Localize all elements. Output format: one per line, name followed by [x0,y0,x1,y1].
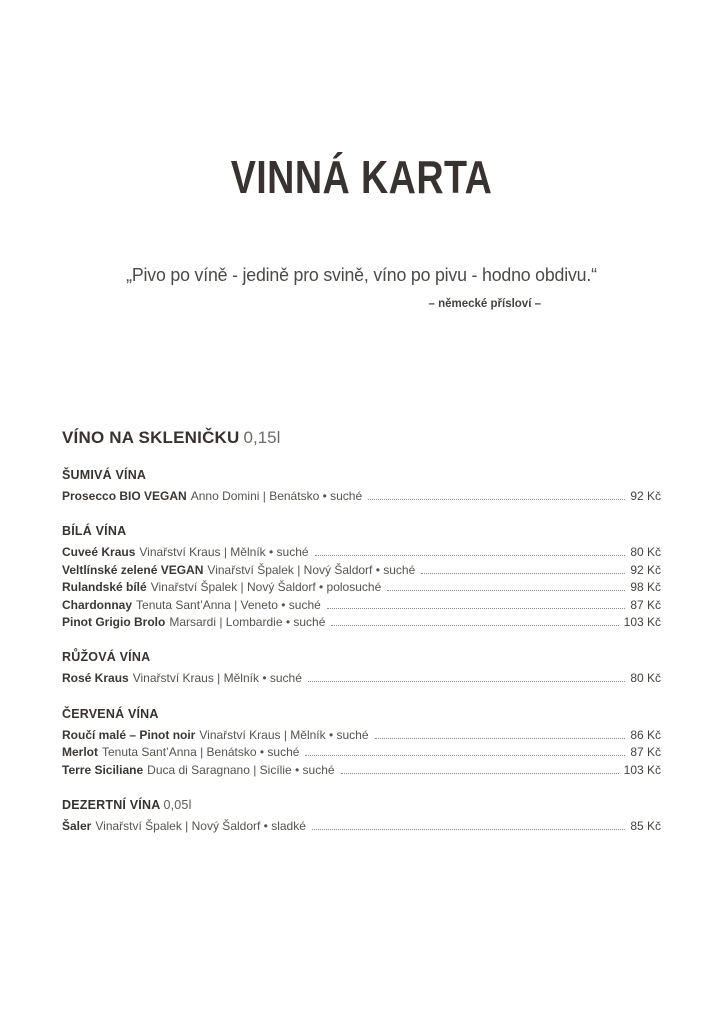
wine-item-row [62,488,661,505]
wine-item-price: 103 Kč [623,615,661,630]
wine-item-price: 85 Kč [630,819,661,834]
menu-heading-label: VÍNO NA SKLENIČKU [62,428,240,447]
wine-section-title-label: BÍLÁ VÍNA [62,524,127,539]
wine-section-title [62,524,661,538]
wine-item-name: Prosecco BIO VEGAN [62,489,187,503]
dots-leader [375,738,626,739]
wine-item-row [62,544,661,561]
wine-item-details: Vinařství Špalek | Nový Šaldorf • polosuché [150,580,382,595]
wine-item-details: Duca di Saragnano | Sicílie • suché [147,762,335,777]
dots-leader [421,573,625,574]
wine-item-details: Vinařství Kraus | Mělník • suché [139,545,309,560]
wine-item-price: 92 Kč [630,562,661,577]
dots-leader [387,590,625,591]
wine-item-row [62,579,661,596]
wine-item-name: Terre Siciliane [62,762,144,777]
wine-item-price: 87 Kč [630,597,661,612]
wine-section-title [62,798,661,812]
page-title: VINNÁ KARTA [230,151,493,203]
wine-section-title-label: ČERVENÁ VÍNA [62,706,159,721]
dots-leader [341,773,619,774]
wine-item-details: Vinařství Kraus | Mělník • suché [132,671,302,686]
wine-section [62,707,661,779]
wine-item-details: Anno Domini | Benátsko • suché [190,489,363,503]
wine-section-title [62,650,661,664]
wine-menu-sections [62,468,661,835]
wine-item-row [62,670,661,687]
wine-item-price: 103 Kč [623,762,661,777]
wine-item-price: 86 Kč [630,727,661,742]
wine-item-name: Rulandské bílé [62,580,147,595]
dots-leader [327,608,626,609]
wine-item-details: Marsardi | Lombardie • suché [169,615,326,630]
wine-item-name: Chardonnay [62,597,133,612]
menu-heading-volume: 0,15l [243,428,281,447]
wine-item-name: Merlot [62,745,98,760]
wine-item-name: Roučí malé – Pinot noir [62,727,196,742]
wine-item-details: Vinařství Kraus | Mělník • suché [199,727,369,742]
wine-item-row [62,562,661,579]
wine-item-name: Pinot Grigio Brolo [62,615,166,630]
wine-item-name: Cuveé Kraus [62,545,136,560]
wine-section [62,650,661,687]
wine-section [62,798,661,835]
dots-leader [308,681,625,682]
wine-item-price: 92 Kč [630,489,661,503]
dots-leader [305,755,625,756]
wine-section-title [62,707,661,721]
dots-leader [312,829,625,830]
dots-leader [331,625,618,626]
wine-section-title [62,468,661,482]
dots-leader [315,555,626,556]
wine-item-row [62,597,661,614]
wine-item-details: Tenuta Sant’Anna | Veneto • suché [136,597,321,612]
quote-text: „Pivo po víně - jedině pro svině, víno po pivu - hodno obdivu.“ [126,264,597,285]
wine-section-volume: 0,05l [163,798,192,813]
wine-section [62,524,661,631]
wine-item-details: Vinařství Špalek | Nový Šaldorf • suché [207,562,416,577]
wine-section [62,468,661,505]
wine-section-title-label: ŠUMIVÁ VÍNA [62,468,147,482]
wine-item-details: Vinařství Špalek | Nový Šaldorf • sladké [95,819,306,834]
wine-section-title-label: RŮŽOVÁ VÍNA [62,650,151,665]
quote-attribution: – německé přísloví – [428,298,541,310]
wine-item-price: 98 Kč [630,580,661,595]
wine-item-name: Veltlínské zelené VEGAN [62,562,204,577]
wine-item-row [62,744,661,761]
wine-item-name: Šaler [62,819,92,834]
wine-item-row [62,614,661,631]
menu-heading [62,428,661,448]
wine-menu-page [0,150,724,1024]
wine-item-row [62,762,661,779]
dots-leader [368,499,625,500]
wine-item-row [62,727,661,744]
wine-item-price: 80 Kč [630,671,661,686]
wine-section-title-label: DEZERTNÍ VÍNA [62,798,161,813]
wine-item-row [62,818,661,835]
wine-item-details: Tenuta Sant’Anna | Benátsko • suché [102,745,300,760]
wine-item-price: 87 Kč [630,745,661,760]
wine-item-price: 80 Kč [630,545,661,560]
wine-item-name: Rosé Kraus [62,671,129,686]
